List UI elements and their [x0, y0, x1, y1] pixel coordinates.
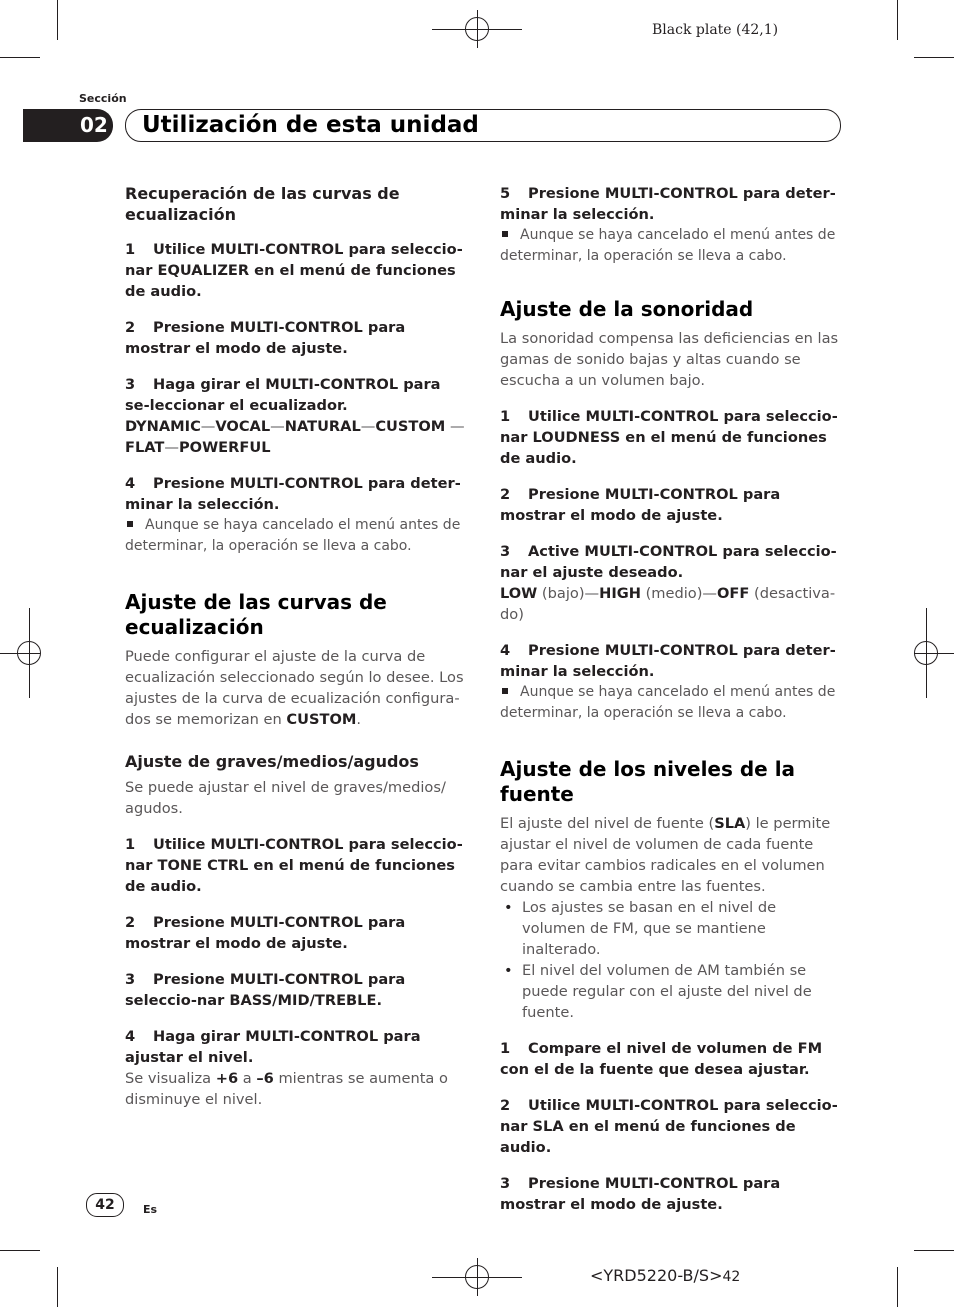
section-caption: Sección — [79, 92, 127, 105]
step: 2 Presione MULTI-CONTROL para mostrar el modo de ajuste. — [500, 486, 781, 524]
crop-mark — [57, 0, 58, 40]
step: 5 Presione MULTI-CONTROL para deter-minar la selección. — [500, 185, 836, 223]
model-code: <YRD5220-B/S>42 — [590, 1266, 741, 1285]
step: 4 Presione MULTI-CONTROL para deter-minar la selección. — [500, 642, 836, 680]
right-column — [500, 183, 842, 1230]
square-bullet-icon — [502, 231, 508, 237]
crop-mark — [914, 57, 954, 58]
paragraph: El ajuste del nivel de fuente (SLA) le permite ajustar el nivel de volumen de cada fuente para evitar cambios radicales en el volumen cuando se cambia entre las fuentes. — [500, 815, 831, 895]
list-item: • Los ajustes se basan en el nivel de volumen de FM, que se mantiene inalterado. — [500, 897, 842, 960]
section-number: 02 — [23, 109, 113, 142]
bullet-list — [500, 897, 842, 1023]
paragraph: Puede configurar el ajuste de la curva de ecualización seleccionado según lo desee. Los ajustes de la curva de ecualización configura-dos se memorizan en CUSTOM. — [125, 648, 464, 728]
square-bullet-icon — [127, 521, 133, 527]
crop-mark — [914, 1250, 954, 1251]
registration-circle — [465, 17, 489, 41]
step: 1 Utilice MULTI-CONTROL para seleccio-nar EQUALIZER en el menú de funciones de audio. — [125, 241, 463, 300]
registration-circle — [465, 1265, 489, 1289]
plate-label: Black plate (42,1) — [652, 22, 779, 38]
paragraph: Se visualiza +6 a –6 mientras se aumenta o disminuye el nivel. — [125, 1070, 448, 1108]
step: 3 Active MULTI-CONTROL para seleccio-nar el ajuste deseado. — [500, 543, 837, 581]
note: Aunque se haya cancelado el menú antes de determinar, la operación se lleva a cabo. — [500, 684, 836, 721]
step: 2 Presione MULTI-CONTROL para mostrar el modo de ajuste. — [125, 319, 406, 357]
step: 4 Haga girar MULTI-CONTROL para ajustar el nivel. — [125, 1028, 421, 1066]
crop-mark — [0, 57, 40, 58]
language-code: Es — [143, 1203, 158, 1216]
step: 4 Presione MULTI-CONTROL para deter-minar la selección. — [125, 475, 461, 513]
note: Aunque se haya cancelado el menú antes de determinar, la operación se lleva a cabo. — [125, 517, 461, 554]
note: Aunque se haya cancelado el menú antes de determinar, la operación se lleva a cabo. — [500, 227, 836, 264]
section-heading: Ajuste de las curvas de ecualización — [125, 590, 387, 639]
paragraph: La sonoridad compensa las deficiencias en las gamas de sonido bajas y altas cuando se escucha a un volumen bajo. — [500, 330, 839, 389]
crop-mark — [0, 1250, 40, 1251]
registration-circle — [914, 641, 938, 665]
section-heading: Ajuste de la sonoridad — [500, 297, 754, 321]
section-heading: Ajuste de los niveles de la fuente — [500, 757, 796, 806]
loudness-levels: LOW (bajo)—HIGH (medio)—OFF (desactiva-do) — [500, 585, 836, 623]
step: 3 Presione MULTI-CONTROL para seleccio-nar BASS/MID/TREBLE. — [125, 971, 406, 1009]
list-item: • El nivel del volumen de AM también se puede regular con el ajuste del nivel de fuente. — [500, 960, 842, 1023]
registration-circle — [17, 641, 41, 665]
step: 3 Haga girar el MULTI-CONTROL para se-leccionar el ecualizador. — [125, 376, 441, 414]
square-bullet-icon — [502, 688, 508, 694]
crop-mark — [897, 0, 898, 40]
step: 1 Compare el nivel de volumen de FM con el de la fuente que desea ajustar. — [500, 1040, 823, 1078]
paragraph: Se puede ajustar el nivel de graves/medios/ agudos. — [125, 779, 446, 817]
eq-sequence: DYNAMIC—VOCAL—NATURAL—CUSTOM —FLAT—POWERFUL — [125, 418, 465, 456]
step: 3 Presione MULTI-CONTROL para mostrar el modo de ajuste. — [500, 1175, 781, 1213]
left-column — [125, 183, 467, 1110]
step: 2 Utilice MULTI-CONTROL para seleccio-nar SLA en el menú de funciones de audio. — [500, 1097, 838, 1156]
section-title: Utilización de esta unidad — [125, 109, 841, 142]
crop-mark — [897, 1267, 898, 1307]
step: 2 Presione MULTI-CONTROL para mostrar el modo de ajuste. — [125, 914, 406, 952]
page-number: 42 — [86, 1193, 124, 1217]
subheading: Ajuste de graves/medios/agudos — [125, 752, 419, 771]
crop-mark — [57, 1267, 58, 1307]
step: 1 Utilice MULTI-CONTROL para seleccio-nar TONE CTRL en el menú de funciones de audio. — [125, 836, 463, 895]
subheading: Recuperación de las curvas de ecualización — [125, 184, 400, 224]
step: 1 Utilice MULTI-CONTROL para seleccio-nar LOUDNESS en el menú de funciones de audio. — [500, 408, 838, 467]
